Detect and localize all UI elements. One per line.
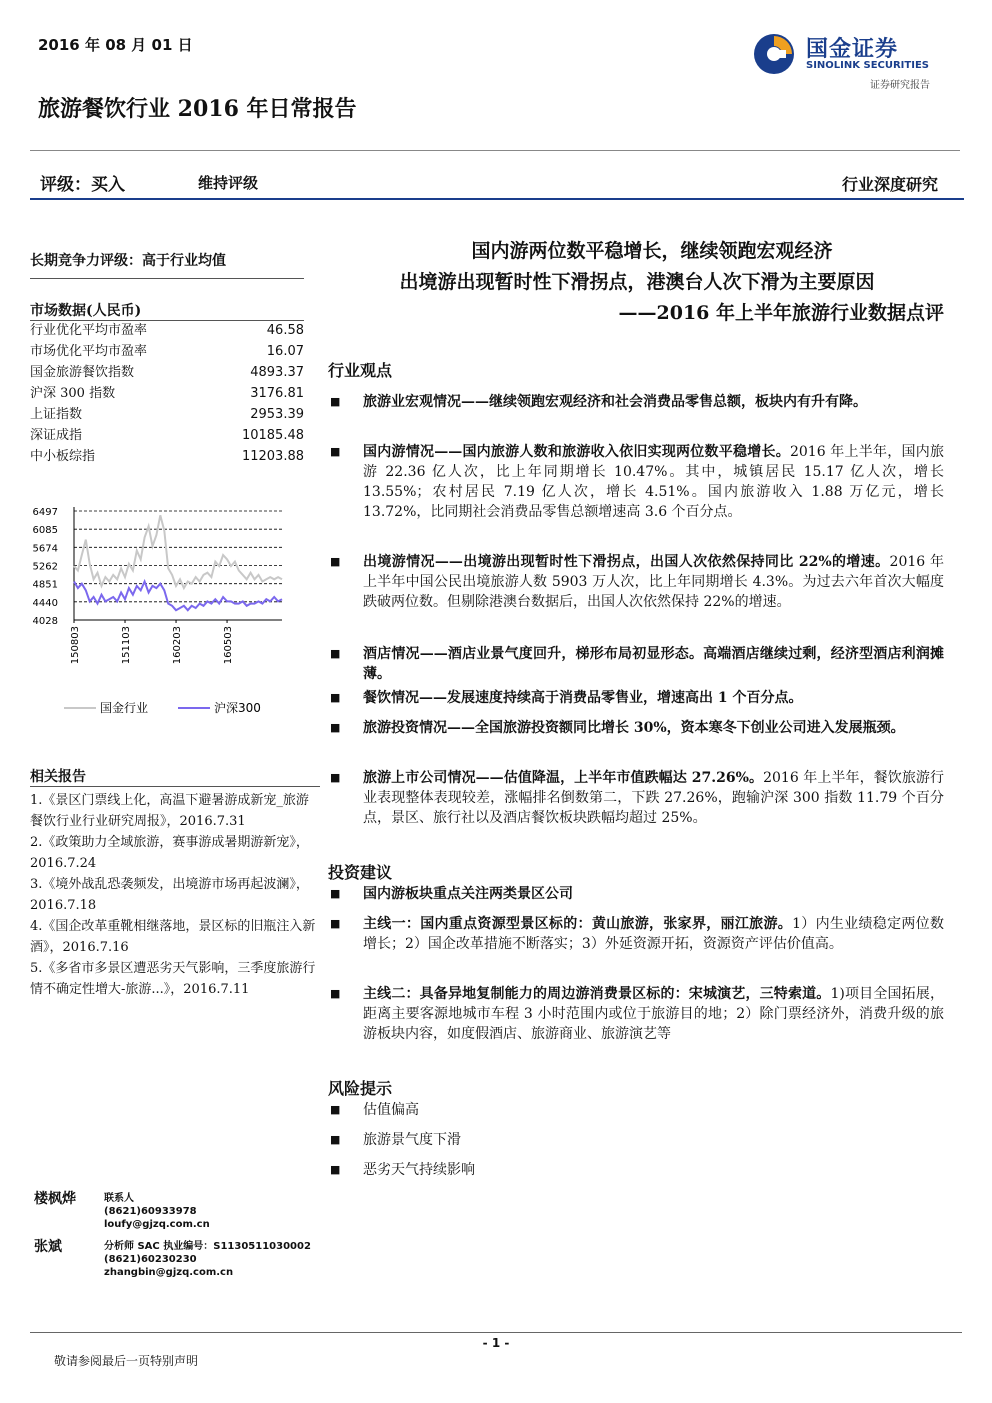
footer-disclaimer: 敬请参阅最后一页特别声明 — [54, 1354, 199, 1368]
section-invest-advice: 投资建议 — [328, 863, 393, 882]
invest-item: ■ 主线二：具备异地复制能力的周边游消费景区标的：宋城演艺，三特索道。1)项目全国拓展，距离主要客源地城市车程 3 小时范围内或位于旅游目的地；2）除门票经济外，消费升级的旅游板块内容，如度假酒店、旅游商业、旅游演艺等 — [330, 986, 944, 1042]
x-tick-label: 150803 — [70, 626, 81, 665]
related-reports-title: 相关报告 — [30, 769, 86, 785]
competitiveness-rating: 长期竞争力评级：高于行业均值 — [30, 253, 226, 269]
bullet-icon: ■ — [330, 1133, 341, 1146]
x-tick-label: 160203 — [172, 626, 184, 665]
bullet-icon: ■ — [330, 987, 341, 1000]
risk-item: ■ 估值偏高 — [330, 1102, 419, 1118]
logo-subtitle: 证券研究报告 — [870, 80, 930, 91]
title-line-1: 国内游两位数平稳增长，继续领跑宏观经济 — [471, 240, 833, 262]
bullet-icon: ■ — [330, 917, 341, 930]
maintain-rating: 维持评级 — [198, 174, 259, 192]
view-item: ■ 国内游情况——国内旅游人数和旅游收入依旧实现两位数平稳增长。2016 年上半年，国内旅游 22.36 亿人次，比上年同期增长 10.47%。其中，城镇居民 15.17 亿人次，增长 13.55%；农村居民 7.19 亿人次，增长 4.51%。国内旅游收入 1.88 万亿元，增长 13.72%，比同期社会消费品零售总额增速高 3.6 个百分点。 — [330, 444, 944, 520]
view-item: ■ 餐饮情况——发展速度持续高于消费品零售业，增速高出 1 个百分点。 — [330, 690, 803, 706]
y-tick-label: 5674 — [32, 543, 58, 555]
related-reports-list — [30, 790, 320, 1000]
related-divider — [30, 786, 320, 787]
section-industry-view: 行业观点 — [328, 361, 393, 380]
x-tick-label: 151103 — [121, 626, 133, 665]
main-title — [330, 236, 944, 329]
view-item: ■ 出境游情况——出境游出现暂时性下滑拐点，出国人次依然保持同比 22%的增速。2016 年上半年中国公民出境旅游人数 5903 万人次，比上年同期增长 4.3%。为过去六年首次大幅度跌破两位数。但剔除港澳台数据后，出国人次依然保持 22%的增速。 — [330, 554, 944, 610]
legend-label: 国金行业 — [100, 701, 149, 715]
related-report-item: 2.《政策助力全域旅游，赛事游成暑期游新宠》，2016.7.24 — [30, 835, 309, 871]
series-line-industry — [74, 515, 282, 588]
bullet-icon: ■ — [330, 647, 341, 660]
legend-label: 沪深300 — [214, 701, 261, 715]
report-type: 行业深度研究 — [841, 175, 938, 194]
market-row: 上证指数 2953.39 — [30, 407, 304, 422]
view-item: ■ 旅游业宏观情况——继续领跑宏观经济和社会消费品零售总额，板块内有升有降。 — [330, 394, 867, 410]
author-contact: 分析师 SAC 执业编号：S1130511030002 (8621)60230230 zhangbin@gjzq.com.cn — [104, 1241, 311, 1278]
market-row: 市场优化平均市盈率 16.07 — [30, 344, 304, 359]
bullet-icon: ■ — [330, 771, 341, 784]
bullet-icon: ■ — [330, 1163, 341, 1176]
y-tick-label: 5262 — [32, 561, 58, 573]
rating-divider — [30, 198, 964, 200]
page-number: - 1 - — [482, 1336, 510, 1350]
title-line-2: 出境游出现暂时性下滑拐点，港澳台人次下滑为主要原因 — [399, 271, 875, 293]
related-report-item: 3.《境外战乱恐袭频发，出境游市场再起波澜》，2016.7.18 — [30, 877, 309, 913]
market-row: 深证成指 10185.48 — [30, 428, 304, 443]
related-report-item: 1.《景区门票线上化，高温下避暑游成新宠_旅游餐饮行业行业研究周报》，2016.7.31 — [30, 793, 309, 829]
bullet-icon: ■ — [330, 555, 341, 568]
logo-cn-text: 国金证券 — [806, 37, 899, 62]
rating-label: 评级：买入 — [40, 175, 125, 195]
y-tick-label: 4440 — [32, 597, 58, 609]
bullet-icon: ■ — [330, 691, 341, 704]
risk-item: ■ 旅游景气度下滑 — [330, 1132, 461, 1148]
y-tick-label: 4028 — [32, 616, 58, 627]
market-row: 中小板综指 11203.88 — [30, 449, 304, 464]
invest-item: ■ 主线一：国内重点资源型景区标的：黄山旅游，张家界，丽江旅游。1）内生业绩稳定两位数增长；2）国企改革措施不断落实；3）外延资源开拓，资源资产评估价值高。 — [330, 916, 944, 952]
view-item: ■ 酒店情况——酒店业景气度回升，梯形布局初显形态。高端酒店继续过剩，经济型酒店利润摊薄。 — [330, 646, 944, 682]
market-row: 国金旅游餐饮指数 4893.37 — [30, 365, 304, 380]
bullet-icon: ■ — [330, 721, 341, 734]
market-data-table — [30, 320, 304, 467]
author-name: 张斌 — [34, 1239, 62, 1255]
view-item: ■ 旅游投资情况——全国旅游投资额同比增长 30%，资本寒冬下创业公司进入发展瓶颈。 — [330, 720, 905, 736]
logo-en-text: SINOLINK SECURITIES — [806, 60, 929, 71]
bullet-icon: ■ — [330, 445, 341, 458]
author-name: 楼枫烨 — [34, 1191, 76, 1207]
section-risk: 风险提示 — [328, 1079, 393, 1098]
series-line-hs300 — [74, 582, 282, 611]
index-chart — [28, 496, 304, 726]
risk-item: ■ 恶劣天气持续影响 — [330, 1162, 475, 1178]
bullet-icon: ■ — [330, 887, 341, 900]
market-data-title: 市场数据(人民币) — [30, 303, 142, 319]
author-contact: 联系人 (8621)60933978 loufy@gjzq.com.cn — [104, 1193, 210, 1230]
report-date: 2016 年 08 月 01 日 — [38, 36, 193, 54]
market-row: 行业优化平均市盈率 46.58 — [30, 323, 304, 338]
y-tick-label: 4851 — [32, 579, 58, 591]
x-tick-label: 160503 — [223, 626, 235, 665]
sinolink-logo-icon — [752, 32, 796, 76]
y-tick-label: 6085 — [32, 525, 58, 537]
bullet-icon: ■ — [330, 395, 341, 408]
market-row: 沪深 300 指数 3176.81 — [30, 386, 304, 401]
view-item: ■ 旅游上市公司情况——估值降温，上半年市值跌幅达 27.26%。2016 年上半年，餐饮旅游行业表现整体表现较差，涨幅排名倒数第二，下跌 27.26%，跑输沪深 300 指数 11.79 个百分点，景区、旅行社以及酒店餐饮板块跌幅均超过 25%。 — [330, 770, 944, 826]
invest-item: ■ 国内游板块重点关注两类景区公司 — [330, 886, 573, 902]
sidebar-divider — [30, 278, 304, 279]
related-report-item: 5.《多省市多景区遭恶劣天气影响，三季度旅游行情不确定性增大-旅游...》，2016.7.11 — [30, 961, 316, 997]
report-title: 旅游餐饮行业 2016 年日常报告 — [38, 96, 357, 122]
header-divider — [30, 150, 960, 151]
title-line-3: ——2016 年上半年旅游行业数据点评 — [618, 302, 944, 324]
related-report-item: 4.《国企改革重靴相继落地，景区标的旧瓶注入新酒》，2016.7.16 — [30, 919, 316, 955]
footer-divider — [30, 1332, 962, 1333]
bullet-icon: ■ — [330, 1103, 341, 1116]
y-tick-label: 6497 — [32, 507, 58, 518]
